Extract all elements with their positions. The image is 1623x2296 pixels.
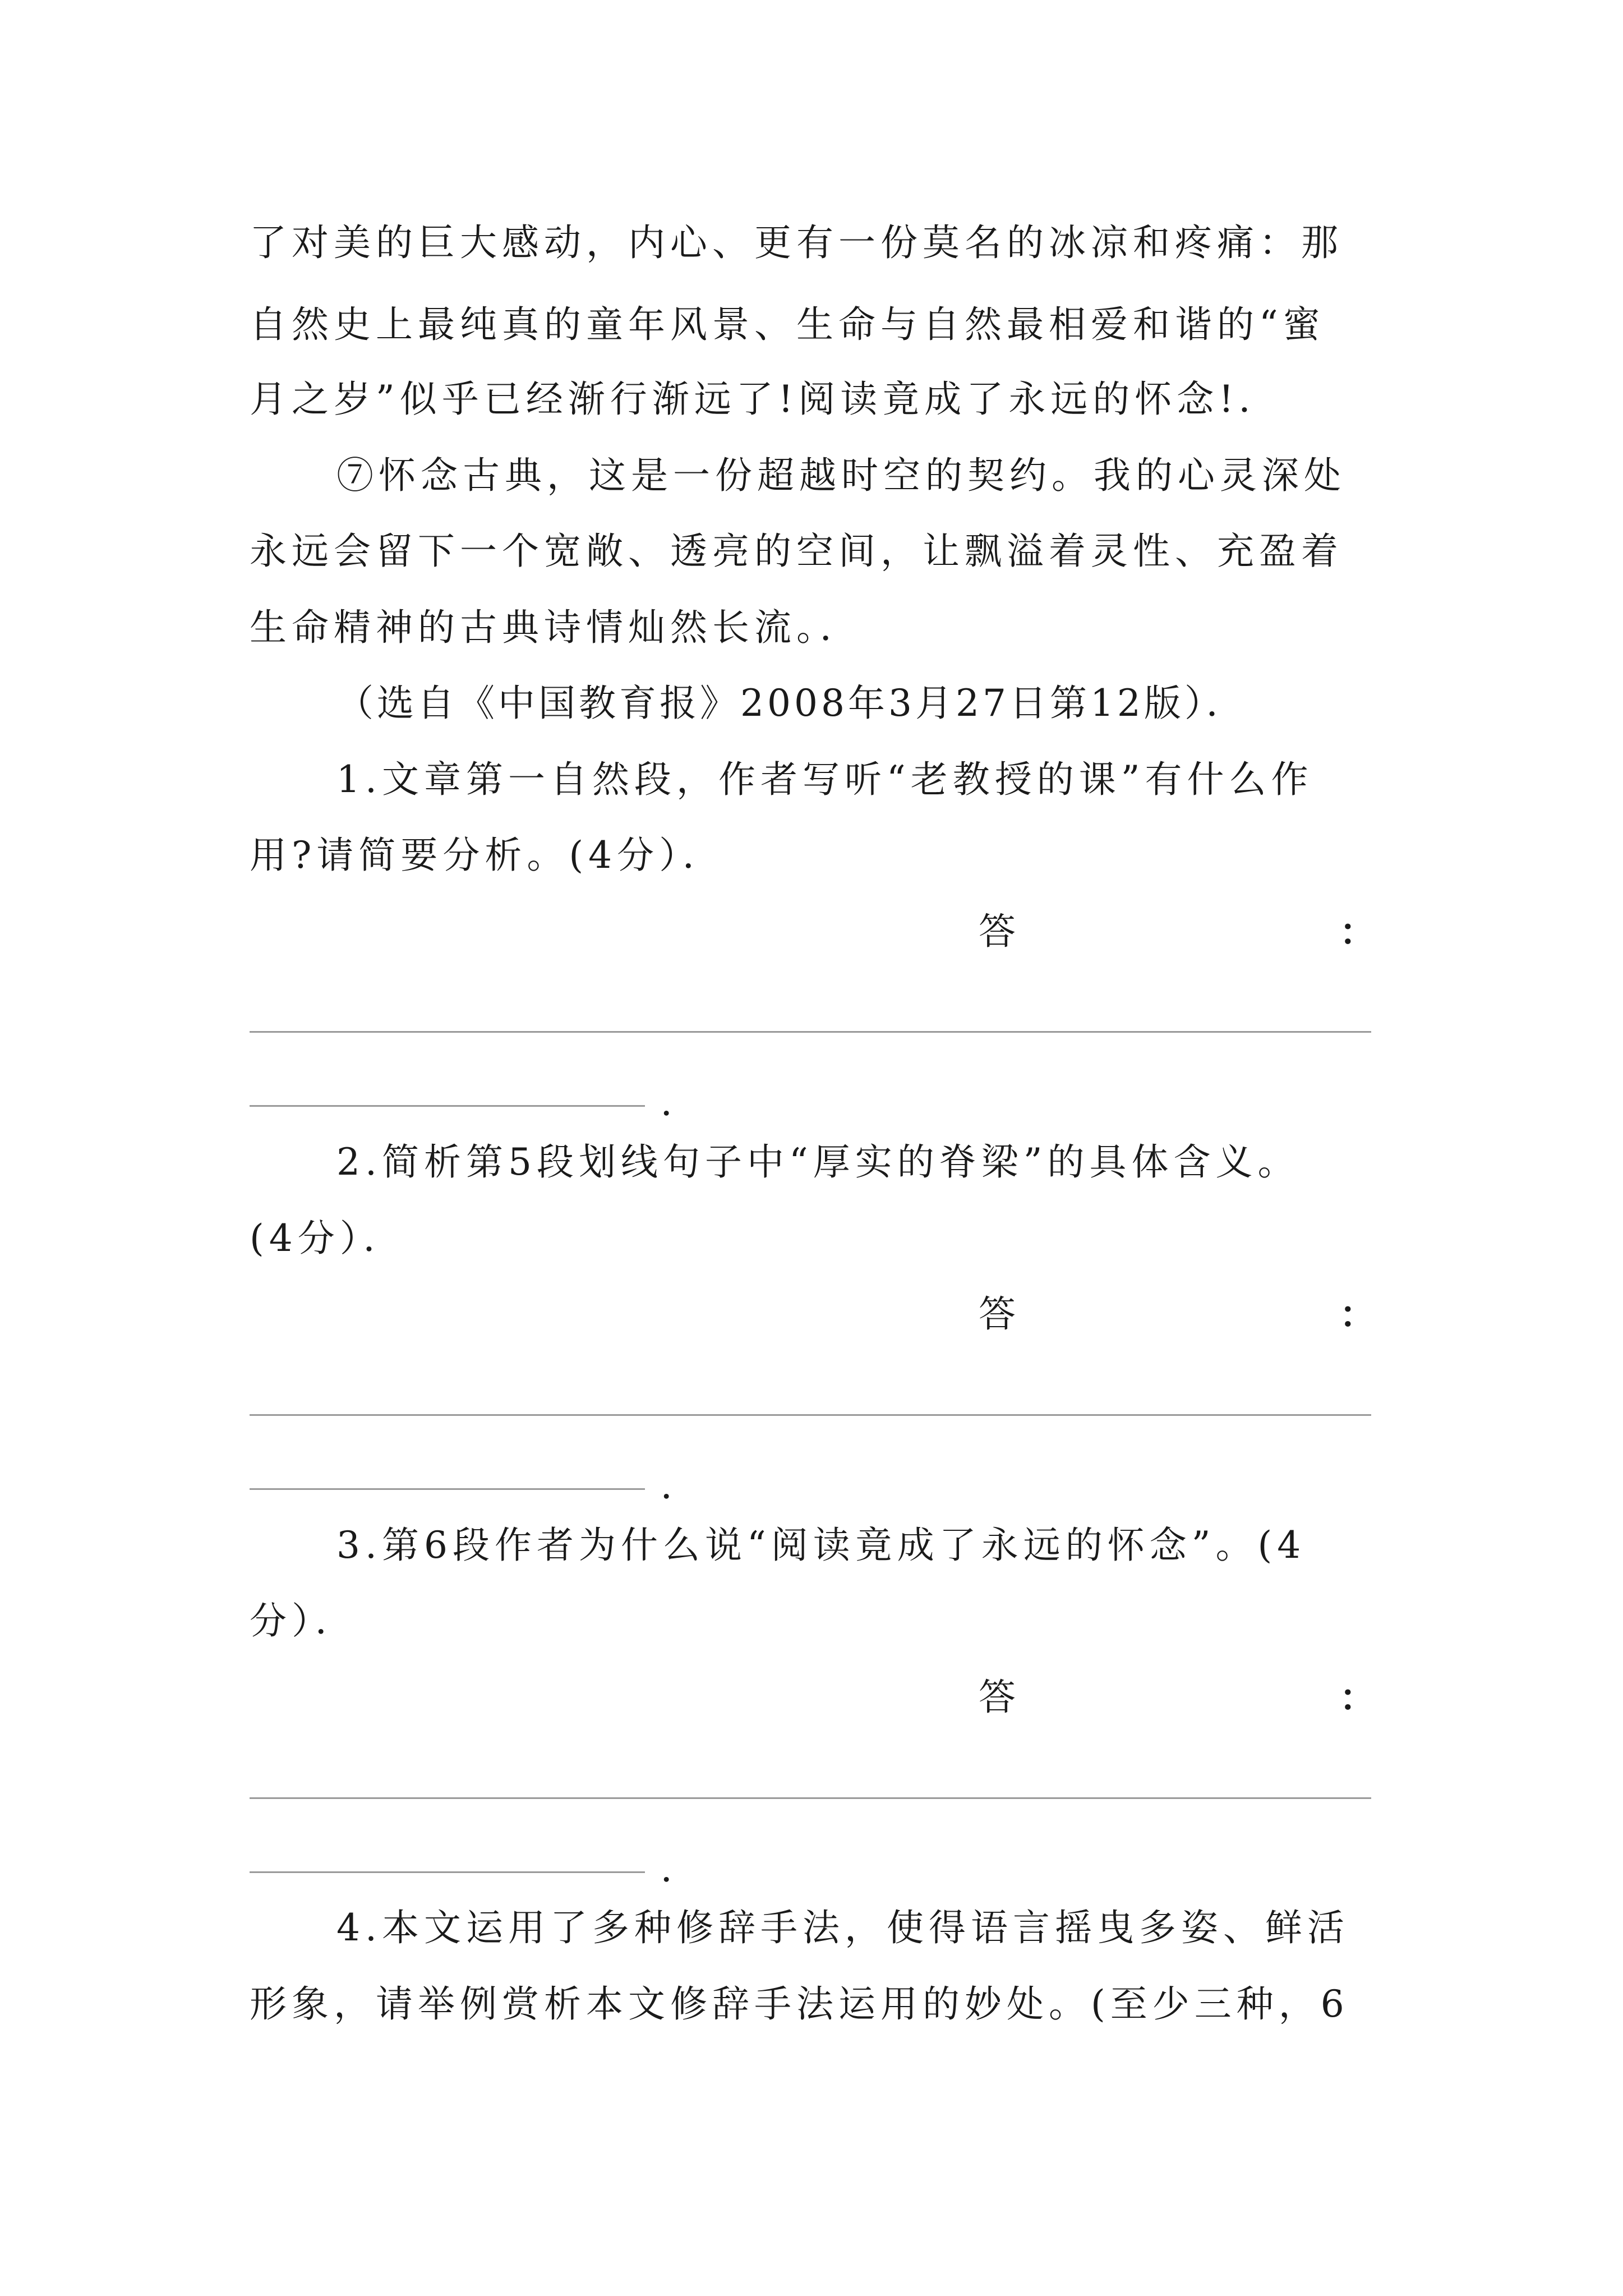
answer-line-end: ．	[661, 1464, 698, 1507]
answer-line	[250, 1871, 645, 1873]
passage-line: 生命精神的古典诗情灿然长流。．	[250, 606, 862, 649]
answer-line	[250, 1414, 1371, 1416]
question-2-text: (4分）．	[250, 1217, 405, 1260]
answer-line	[250, 1797, 1371, 1799]
source-citation: （选自《中国教育报》2008年3月27日第12版）．	[336, 682, 1247, 725]
passage-line: 自然史上最纯真的童年风景、生命与自然最相爱和谐的“蜜	[250, 303, 1325, 346]
passage-line: 月之岁”似乎已经渐行渐远了!阅读竟成了永远的怀念!．	[250, 378, 1281, 421]
question-1-text: 1.文章第一自然段，作者写听“老教授的课”有什么作	[336, 758, 1313, 801]
answer-label: 答	[979, 1676, 1016, 1719]
question-4-text: 形象，请举例赏析本文修辞手法运用的妙处。(至少三种，6	[250, 1982, 1349, 2026]
question-2-text: 2.简析第5段划线句子中“厚实的脊梁”的具体含义。	[336, 1140, 1300, 1184]
answer-colon: ：	[1339, 1676, 1376, 1719]
answer-label: 答	[979, 910, 1016, 953]
passage-line: ⑦怀念古典，这是一份超越时空的契约。我的心灵深处	[336, 454, 1346, 497]
answer-line	[250, 1031, 1371, 1033]
answer-line	[250, 1105, 645, 1107]
answer-line-end: ．	[661, 1081, 698, 1124]
question-3-text: 3.第6段作者为什么说“阅读竟成了永远的怀念”。(4	[336, 1524, 1306, 1567]
answer-line	[250, 1488, 645, 1490]
question-1-text: 用?请简要分析。(4分）．	[250, 834, 725, 877]
passage-line: 了对美的巨大感动，内心、更有一份莫名的冰凉和疼痛：那	[250, 221, 1343, 264]
answer-label: 答	[979, 1292, 1016, 1336]
answer-colon: ：	[1339, 910, 1376, 954]
question-3-text: 分）．	[250, 1599, 357, 1642]
question-4-text: 4.本文运用了多种修辞手法，使得语言摇曳多姿、鲜活	[336, 1906, 1349, 1949]
answer-colon: ：	[1339, 1292, 1376, 1336]
passage-line: 永远会留下一个宽敞、透亮的空间，让飘溢着灵性、充盈着	[250, 530, 1343, 573]
answer-line-end: ．	[661, 1847, 698, 1890]
